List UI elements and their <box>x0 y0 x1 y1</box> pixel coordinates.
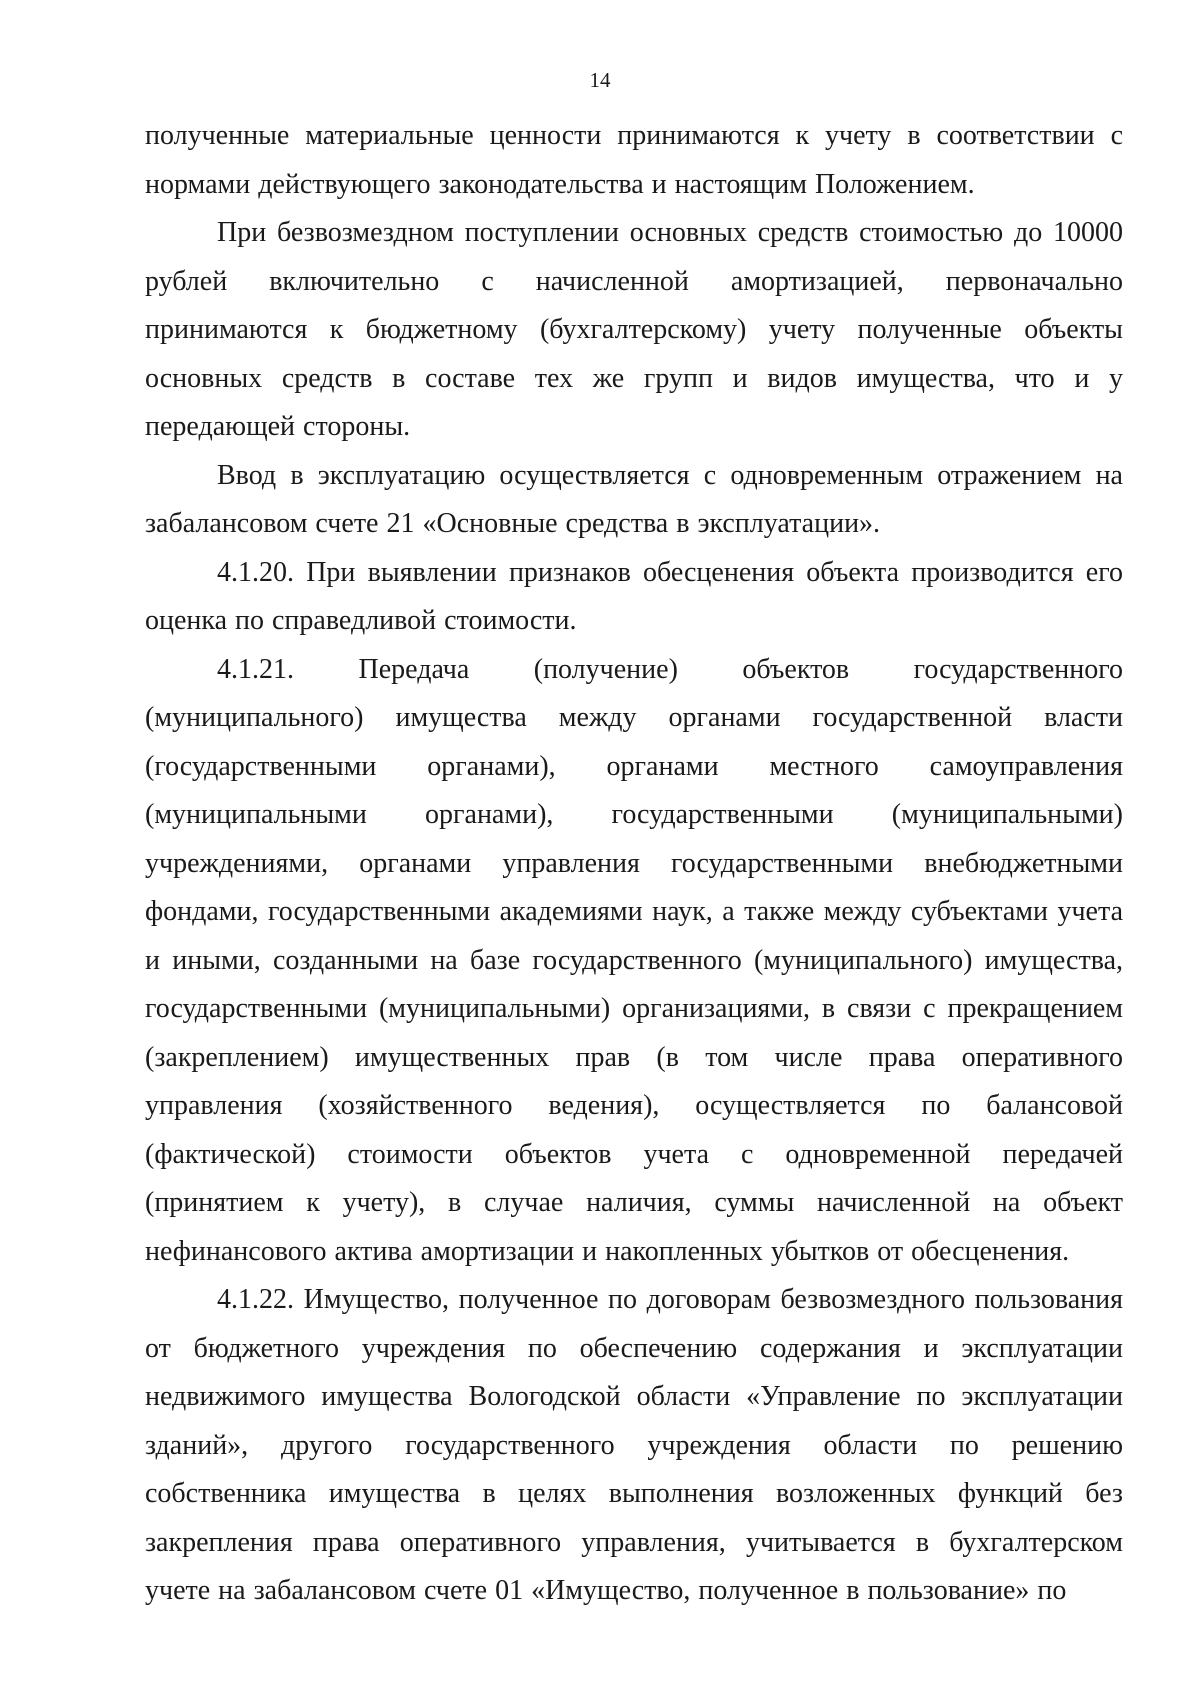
paragraph-gratuitous-receipt: При безвозмездном поступлении основных средств стоимостью до 10000 рублей включительно с начисленной амортизацией, первоначально принимаются к бюджетному (бухгалтерскому) учету полученные объекты основных средств в составе тех же групп и видов имущества, что и у передающей стороны. <box>145 217 1123 442</box>
paragraph-4-1-22: 4.1.22. Имущество, полученное по договорам безвозмездного пользования от бюджетного учреждения по обеспечению содержания и эксплуатации недвижимого имущества Вологодской области «Управление по эксплуатации зданий», другого государственного учреждения области по решению собственника имущества в целях выполнения возложенных функций без закрепления права оперативного управления, учитывается в бухгалтерском учете на забалансовом счете 01 «Имущество, полученное в пользование» по <box>145 1284 1123 1606</box>
paragraph-commissioning: Ввод в эксплуатацию осуществляется с одновременным отражением на забалансовом счете 21 «Основные средства в эксплуатации». <box>145 459 1123 539</box>
paragraph-4-1-21: 4.1.21. Передача (получение) объектов государственного (муниципального) имущества между органами государственной власти (государственными органами), органами местного самоуправления (муниципальными органами), государственными (муниципальными) учреждениями, органами управления государственными внебюджетными фондами, государственными академиями наук, а также между субъектами учета и иными, созданными на базе государственного (муниципального) имущества, государственными (муниципальными) организациями, в связи с прекращением (закреплением) имущественных прав (в том числе права оперативного управления (хозяйственного ведения), осуществляется по балансовой (фактической) стоимости объектов учета с одновременной передачей (принятием к учету), в случае наличия, суммы начисленной на объект нефинансового актива амортизации и накопленных убытков от обесценения. <box>145 653 1123 1267</box>
paragraph-continuation: полученные материальные ценности принимаются к учету в соответствии с нормами действующего законодательства и настоящим Положением. <box>145 120 1123 200</box>
document-body <box>145 112 1123 1616</box>
paragraph-4-1-20: 4.1.20. При выявлении признаков обесценения объекта производится его оценка по справедливой стоимости. <box>145 556 1123 636</box>
page-number: 14 <box>589 68 611 92</box>
